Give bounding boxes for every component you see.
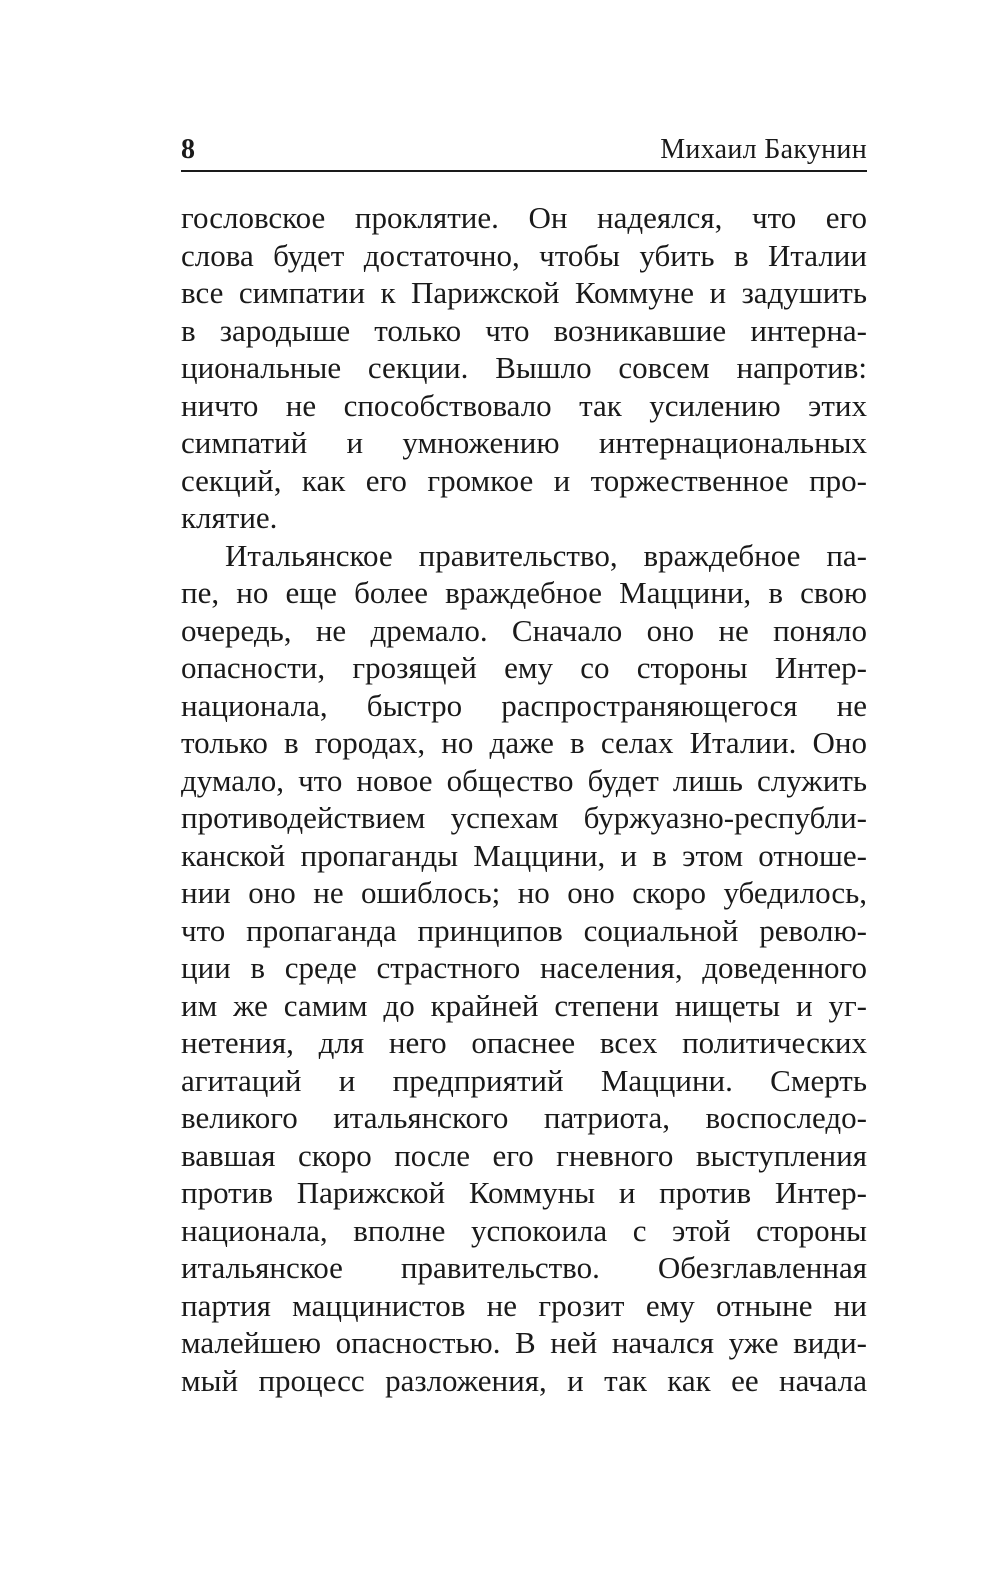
text-line: пе, но еще более враждебное Маццини, в свою	[181, 575, 867, 610]
text-line: симпатий и умножению интернациональных	[181, 425, 867, 460]
text-line: национала, вполне успокоила с этой стороны	[181, 1212, 867, 1248]
text-line: вавшая скоро после его гневного выступления	[181, 1137, 867, 1173]
text-line: ничто не способствовало так усилению этих	[181, 387, 867, 423]
text-line: слова будет достаточно, чтобы убить в Италии	[181, 237, 867, 273]
running-head	[181, 130, 867, 172]
text-line: секций, как его громкое и торжественное про-	[181, 462, 867, 498]
text-line: канской пропаганды Маццини, и в этом отноше-	[181, 837, 867, 873]
text-line: ции в среде страстного населения, доведенного	[181, 950, 867, 985]
text-line: клятие.	[181, 500, 278, 535]
text-line: мый процесс разложения, и так как ее начала	[181, 1362, 867, 1398]
text-line: думало, что новое общество будет лишь служить	[181, 762, 867, 798]
text-line: итальянское правительство. Обезглавленная	[181, 1250, 867, 1285]
text-line: все симпатии к Парижской Коммуне и задушить	[181, 275, 867, 310]
text-line: нетения, для него опаснее всех политических	[181, 1025, 867, 1060]
running-title-author: Михаил Бакунин	[660, 134, 867, 165]
text-line: противодействием успехам буржуазно-республи-	[181, 800, 867, 835]
text-line: Итальянское правительство, враждебное па-	[225, 537, 867, 573]
text-line: агитаций и предприятий Маццини. Смерть	[181, 1062, 867, 1098]
text-line: циональные секции. Вышло совсем напротив:	[181, 350, 867, 385]
text-line: великого итальянского патриота, воспоследо-	[181, 1100, 867, 1135]
text-line: против Парижской Коммуны и против Интер-	[181, 1175, 867, 1210]
text-line: очередь, не дремало. Сначало оно не поняло	[181, 612, 867, 648]
text-line: в зародыше только что возникавшие интерна-	[181, 312, 867, 348]
text-line: нии оно не ошиблось; но оно скоро убедилось,	[181, 875, 867, 910]
body-text	[181, 199, 867, 1399]
text-line: им же самим до крайней степени нищеты и уг-	[181, 987, 867, 1023]
text-line: малейшею опасностью. В ней начался уже види-	[181, 1325, 867, 1360]
text-line: опасности, грозящей ему со стороны Интер-	[181, 650, 867, 685]
text-line: гословское проклятие. Он надеялся, что его	[181, 200, 867, 235]
text-line: что пропаганда принципов социальной револю-	[181, 912, 867, 948]
text-line: партия маццинистов не грозит ему отныне ни	[181, 1287, 867, 1323]
text-line: только в городах, но даже в селах Италии. Оно	[181, 725, 867, 760]
text-line: национала, быстро распространяющегося не	[181, 687, 867, 723]
page-number: 8	[181, 134, 195, 165]
